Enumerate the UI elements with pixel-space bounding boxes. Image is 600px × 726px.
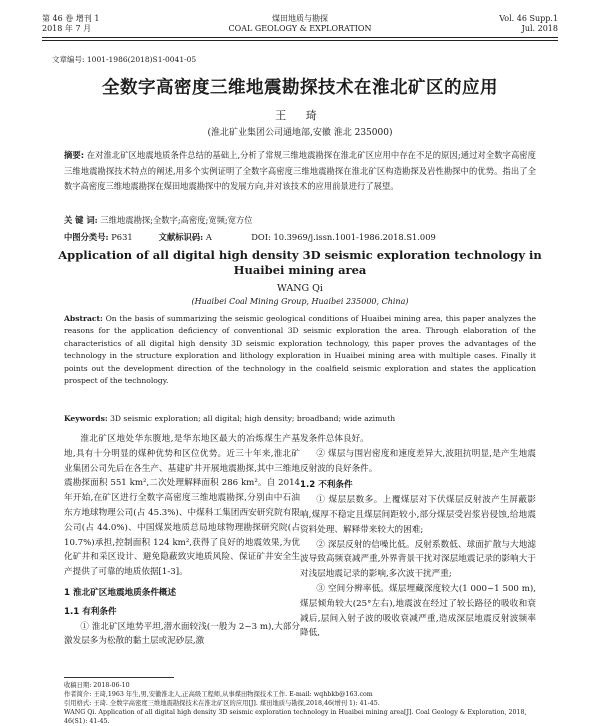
clc-label: 中图分类号: — [64, 232, 109, 242]
section-1-1-heading: 1.1 有利条件 — [64, 606, 117, 617]
header-rule-thick — [42, 37, 558, 38]
abstract-zh — [64, 148, 536, 195]
doi: DOI: 10.3969/j.issn.1001-1986.2018.S1.009 — [251, 232, 436, 242]
keywords-zh-label: 关 键 词: — [64, 215, 98, 225]
footnote-received: 收稿日期: 2018-06-10 — [64, 682, 130, 689]
affiliation-en: (Huaibei Coal Mining Group, Huaibei 235000, China) — [191, 297, 409, 306]
header-rule-thin — [42, 40, 558, 41]
header-center — [42, 14, 558, 34]
date-zh: 2018 年 7 月 — [42, 24, 92, 33]
intro-paragraph: 淮北矿区地处华东腹地,是华东地区最大的冶炼煤生产基地,具有十分明显的煤种优势和区位优势。近三十年来,淮北矿业集团公司先后在各生产、基建矿井开展地震勘探,其中三维地震勘探面积 551 km²,二次处理解释面积 286 km²。自 2014年开始,在矿区进行全数字高密度三维地震勘探,分别由中石油东方地球物理公司(占 45.3%)、中煤科工集团西安研究院有限公司(占 44.0%)、中国煤炭地质总局地球物理勘探研究院(占 10.7%)承担,控制面积 124 km²,获得了良好的地震效果,为优化矿井和采区设计、避免隐蔽致灾地质风险、保证矿井安全生产提供了可靠的地质依据[1-3]。 — [64, 434, 300, 578]
classification-row — [64, 230, 536, 244]
footnote-rule — [64, 677, 174, 678]
section-1-2-heading: 1.2 不利条件 — [300, 480, 353, 491]
date-en: Jul. 2018 — [521, 24, 558, 33]
abstract-en-label: Abstract: — [64, 314, 103, 323]
footnote-citation-zh: 引用格式: 王琦. 全数字高密度三维地震勘探技术在淮北矿区的应用[J]. 煤田地质与勘探,2018,46(增刊 1): 41-45. — [64, 700, 380, 707]
favorable-item-1-cont: 发条件总体良好。 — [300, 434, 369, 444]
unfavorable-item-1: ① 煤层层数多。上覆煤层对下伏煤层反射波产生屏蔽影响,煤厚不稳定且煤层间距较小,部分煤层受岩浆岩侵蚀,给地震资料处理、解释带来较大的困难; — [300, 495, 536, 535]
clc-value: P631 — [111, 232, 133, 242]
running-header — [42, 14, 558, 42]
doc-label: 文献标识码: — [158, 232, 204, 242]
affiliation-zh: (淮北矿业集团公司通地部,安徽 淮北 235000) — [207, 128, 393, 138]
keywords-en-text: 3D seismic exploration; all digital; high density; broadband; wide azimuth — [110, 414, 396, 423]
title-zh: 全数字高密度三维地震勘探技术在淮北矿区的应用 — [102, 78, 498, 98]
journal-en: COAL GEOLOGY & EXPLORATION — [228, 24, 372, 33]
header-right — [499, 14, 558, 34]
abstract-zh-label: 摘要: — [64, 150, 85, 160]
abstract-zh-text: 在对淮北矿区地震地质条件总结的基础上,分析了常规三维地震勘探在淮北矿区应用中存在不足的原因;通过对全数字高密度三维地震勘探技术特点的阐述,用多个实例证明了全数字高密度三维地震勘探在淮北矿区构造勘探及岩性勘探中的优势。指出了全数字高密度三维地震勘探在煤田地震勘探中的发展方向,并对该技术的应用前景进行了展望。 — [64, 150, 536, 191]
footnote-citation-en: WANG Qi. Application of all digital high density 3D seismic exploration technology in Huaibei mining area[J]. Coal Geology & Exploration, 2018, 46(S1): 41-45. — [64, 709, 527, 725]
body-column-left — [64, 432, 300, 649]
favorable-item-2: ② 煤层与围岩密度和速度差异大,波阻抗明显,是产生地震反射波的良好条件。 — [300, 448, 536, 474]
keywords-zh-text: 三维地震勘探;全数字;高密度;宽频;宽方位 — [100, 215, 253, 225]
footnote — [64, 677, 536, 726]
title-en-line2: Huaibei mining area — [233, 263, 367, 277]
volume-en: Vol. 46 Supp.1 — [499, 14, 558, 23]
keywords-zh — [64, 213, 536, 227]
journal-zh: 煤田地质与勘探 — [272, 14, 328, 23]
favorable-item-1: ① 淮北矿区地势平坦,潜水面较浅(一般为 2~3 m),大部分激发层多为松散的黏土层或泥砂层,激 — [64, 621, 300, 647]
author-en: WANG Qi — [277, 283, 323, 294]
unfavorable-item-2: ② 深层反射的信噪比低。反射系数低、球面扩散与大地滤波导致高频衰减严重,外界背景干扰对深层地震记录的影响大于对浅层地震记录的影响,多次波干扰严重; — [300, 539, 536, 580]
abstract-en-text: On the basis of summarizing the seismic geological conditions of Huaibei mining area, this paper analyzes the reasons for the application deficiency of conventional 3D seismic exploration the area. Through elaboration of the characteristics of all digital high density 3D seismic exploration technology, this paper proves the advantages of the technology in the structure exploration and lithology exploration in Huaibei mining area with multiple cases. Finally it points out the development direction of the technology in the coalfield seismic exploration and states the application prospect of the technology. — [64, 314, 536, 386]
volume-zh: 第 46 卷 增刊 1 — [42, 14, 100, 23]
footnote-author-bio: 作者简介: 王琦,1963 年生,男,安徽淮北人,正高级工程师,从事煤田物探技术工作. E-mail: wqhbkb@163.com — [64, 691, 373, 698]
author-zh: 王 琦 — [275, 109, 325, 122]
title-en-line1: Application of all digital high density 3D seismic exploration technology in — [58, 248, 542, 262]
keywords-en — [64, 413, 536, 425]
section-1-heading: 1 淮北矿区地震地质条件概述 — [64, 587, 177, 598]
unfavorable-item-3: ③ 空间分辨率低。煤层埋藏深度较大(1 000~1 500 m),煤层倾角较大(25°左右),地震波在经过了较长路径的吸收和衰减后,层间入射子波的吸收衰减严重,造成深层地震反射波频率降低, — [300, 583, 536, 639]
title-en — [0, 248, 600, 278]
abstract-en — [64, 313, 536, 387]
keywords-en-label: Keywords: — [64, 414, 108, 423]
doc-value: A — [205, 232, 212, 242]
body-column-right — [300, 432, 536, 641]
article-number: 文章编号: 1001-1986(2018)S1-0041-05 — [52, 55, 197, 64]
